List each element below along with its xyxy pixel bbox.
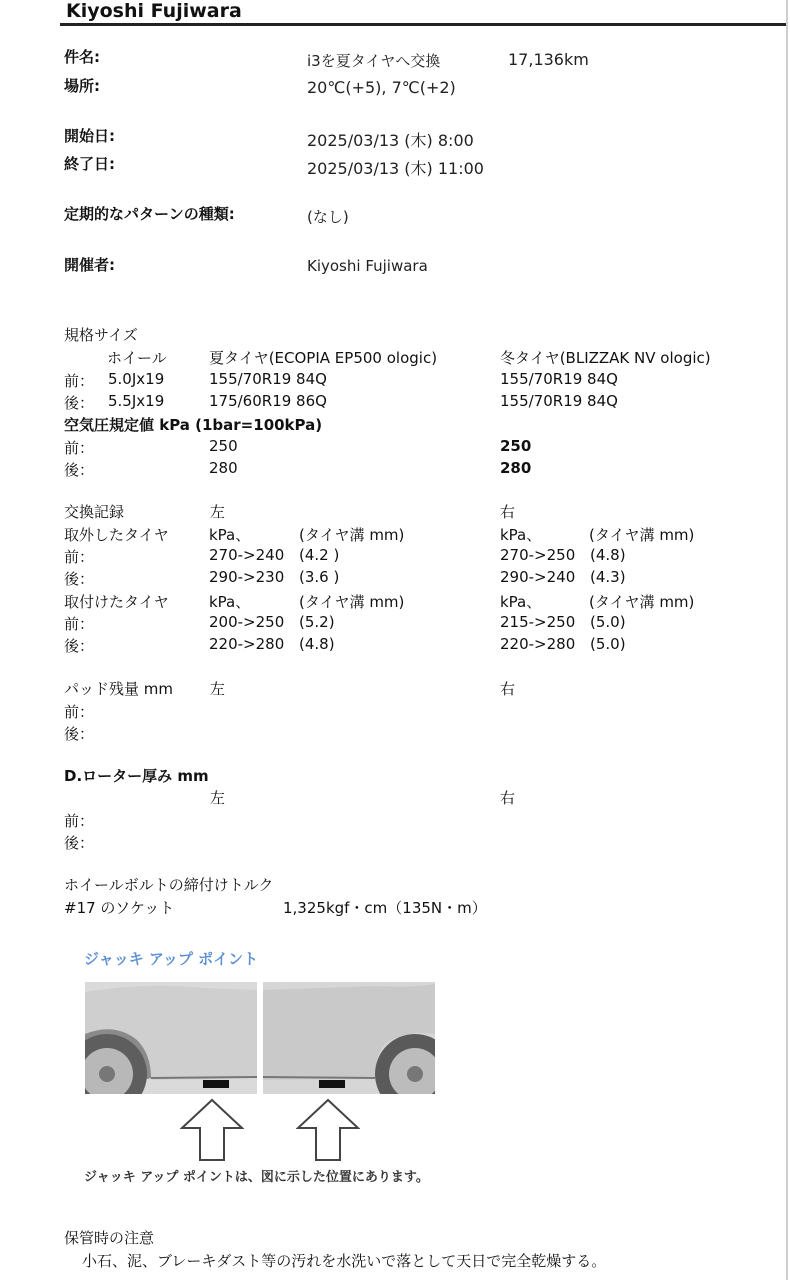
pressure-rear-winter: 280 [500, 459, 532, 477]
removed-front-right-groove: (4.8) [590, 546, 626, 564]
installed-rear-left-kpa: 220->280 [209, 635, 285, 653]
spec-winter-header: 冬タイヤ(BLIZZAK NV ologic) [500, 349, 711, 367]
spec-row-rear-summer: 175/60R19 86Q [209, 392, 327, 410]
removed-rear-left-kpa: 290->230 [209, 568, 285, 586]
removed-rear-pos: 後： [64, 570, 95, 588]
organizer-name-header: Kiyoshi Fujiwara [66, 0, 242, 22]
pressure-front-summer: 250 [209, 437, 238, 455]
odometer-value: 17,136km [508, 50, 589, 69]
removed-rear-left-groove: (3.6 ) [299, 568, 340, 586]
start-value: 2025/03/13 (木) 8:00 [307, 131, 474, 150]
installed-front-right-groove: (5.0) [590, 613, 626, 631]
spec-summer-header: 夏タイヤ(ECOPIA EP500 ologic) [209, 349, 438, 367]
removed-left-groove-header: (タイヤ溝 mm) [299, 526, 405, 544]
exchange-heading: 交換記録 [64, 503, 125, 521]
spec-row-front-wheel: 5.0Jx19 [108, 370, 165, 388]
jack-up-point-photo [85, 982, 435, 1094]
storage-note: 小石、泥、ブレーキダスト等の汚れを水洗いで落として天日で完全乾燥する。 [82, 1252, 607, 1270]
place-value: 20℃(+5), 7℃(+2) [307, 78, 456, 97]
rotor-rear-pos: 後： [64, 834, 95, 852]
installed-left-kpa-header: kPa、 [209, 593, 251, 611]
pressure-rear-pos: 後： [64, 461, 95, 479]
jack-caption: ジャッキ アップ ポイントは、図に示した位置にあります。 [84, 1170, 429, 1185]
recurrence-value: (なし) [307, 208, 349, 226]
organizer-label: 開催者: [64, 256, 115, 274]
torque-heading: ホイールボルトの締付けトルク [64, 876, 274, 894]
exchange-left-header: 左 [210, 503, 226, 521]
removed-front-left-groove: (4.2 ) [299, 546, 340, 564]
pad-heading [64, 678, 173, 699]
left-jack-arrow-icon [180, 1098, 244, 1162]
spec-row-rear-pos: 後： [64, 394, 95, 412]
removed-rear-right-kpa: 290->240 [500, 568, 576, 586]
installed-front-left-groove: (5.2) [299, 613, 335, 631]
installed-front-left-kpa: 200->250 [209, 613, 285, 631]
rotor-front-pos: 前： [64, 812, 95, 830]
jack-up-point-figure [80, 942, 440, 1214]
spec-row-front-summer: 155/70R19 84Q [209, 370, 327, 388]
rotor-right-header: 右 [500, 789, 516, 807]
torque-value: 1,325kgf・cm（135N・m） [283, 899, 487, 917]
removed-front-right-kpa: 270->250 [500, 546, 576, 564]
spec-row-rear-wheel: 5.5Jx19 [108, 392, 165, 410]
end-value: 2025/03/13 (木) 11:00 [307, 159, 484, 178]
pressure-rear-summer: 280 [209, 459, 238, 477]
end-label: 終了日: [64, 155, 115, 173]
pad-left-header: 左 [210, 680, 226, 698]
pressure-front-pos: 前： [64, 439, 95, 457]
installed-rear-pos: 後： [64, 637, 95, 655]
pressure-heading: 空気圧規定値 kPa (1bar=100kPa) [64, 416, 323, 434]
installed-left-groove-header: (タイヤ溝 mm) [299, 593, 405, 611]
pad-right-header: 右 [500, 680, 516, 698]
rotor-heading: D.ローター厚み mm [64, 767, 209, 785]
installed-rear-left-groove: (4.8) [299, 635, 335, 653]
removed-tire-label: 取外したタイヤ [64, 526, 169, 544]
removed-front-pos: 前： [64, 548, 95, 566]
place-label: 場所: [64, 77, 100, 95]
pad-heading-text: パッド残量 mm [64, 680, 173, 698]
removed-right-kpa-header: kPa、 [500, 526, 542, 544]
installed-tire-label: 取付けたタイヤ [64, 593, 169, 611]
storage-heading: 保管時の注意 [64, 1229, 155, 1247]
right-jack-arrow-icon [296, 1098, 360, 1162]
spec-row-front-pos: 前： [64, 372, 95, 390]
spec-row-rear-winter: 155/70R19 84Q [500, 392, 618, 410]
rotor-left-header: 左 [210, 789, 226, 807]
start-label: 開始日: [64, 127, 115, 145]
pad-front-pos: 前： [64, 703, 95, 721]
spec-row-front-winter: 155/70R19 84Q [500, 370, 618, 388]
exchange-right-header: 右 [500, 503, 516, 521]
jack-title: ジャッキ アップ ポイント [84, 950, 259, 968]
installed-right-groove-header: (タイヤ溝 mm) [589, 593, 695, 611]
spec-wheel-header: ホイール [107, 349, 167, 367]
installed-front-right-kpa: 215->250 [500, 613, 576, 631]
spec-heading: 規格サイズ [64, 326, 138, 344]
subject-label: 件名: [64, 48, 100, 66]
pressure-front-winter: 250 [500, 437, 532, 455]
removed-front-left-kpa: 270->240 [209, 546, 285, 564]
subject-value: i3を夏タイヤへ交換 [307, 52, 441, 70]
removed-right-groove-header: (タイヤ溝 mm) [589, 526, 695, 544]
page-edge-rule [786, 0, 788, 1280]
installed-rear-right-kpa: 220->280 [500, 635, 576, 653]
header-underline [60, 23, 786, 26]
pad-rear-pos: 後： [64, 725, 95, 743]
torque-socket: #17 のソケット [64, 899, 175, 917]
installed-front-pos: 前： [64, 615, 95, 633]
recurrence-label: 定期的なパターンの種類: [64, 205, 235, 223]
removed-rear-right-groove: (4.3) [590, 568, 626, 586]
removed-left-kpa-header: kPa、 [209, 526, 251, 544]
organizer-value: Kiyoshi Fujiwara [307, 257, 428, 275]
installed-right-kpa-header: kPa、 [500, 593, 542, 611]
installed-rear-right-groove: (5.0) [590, 635, 626, 653]
